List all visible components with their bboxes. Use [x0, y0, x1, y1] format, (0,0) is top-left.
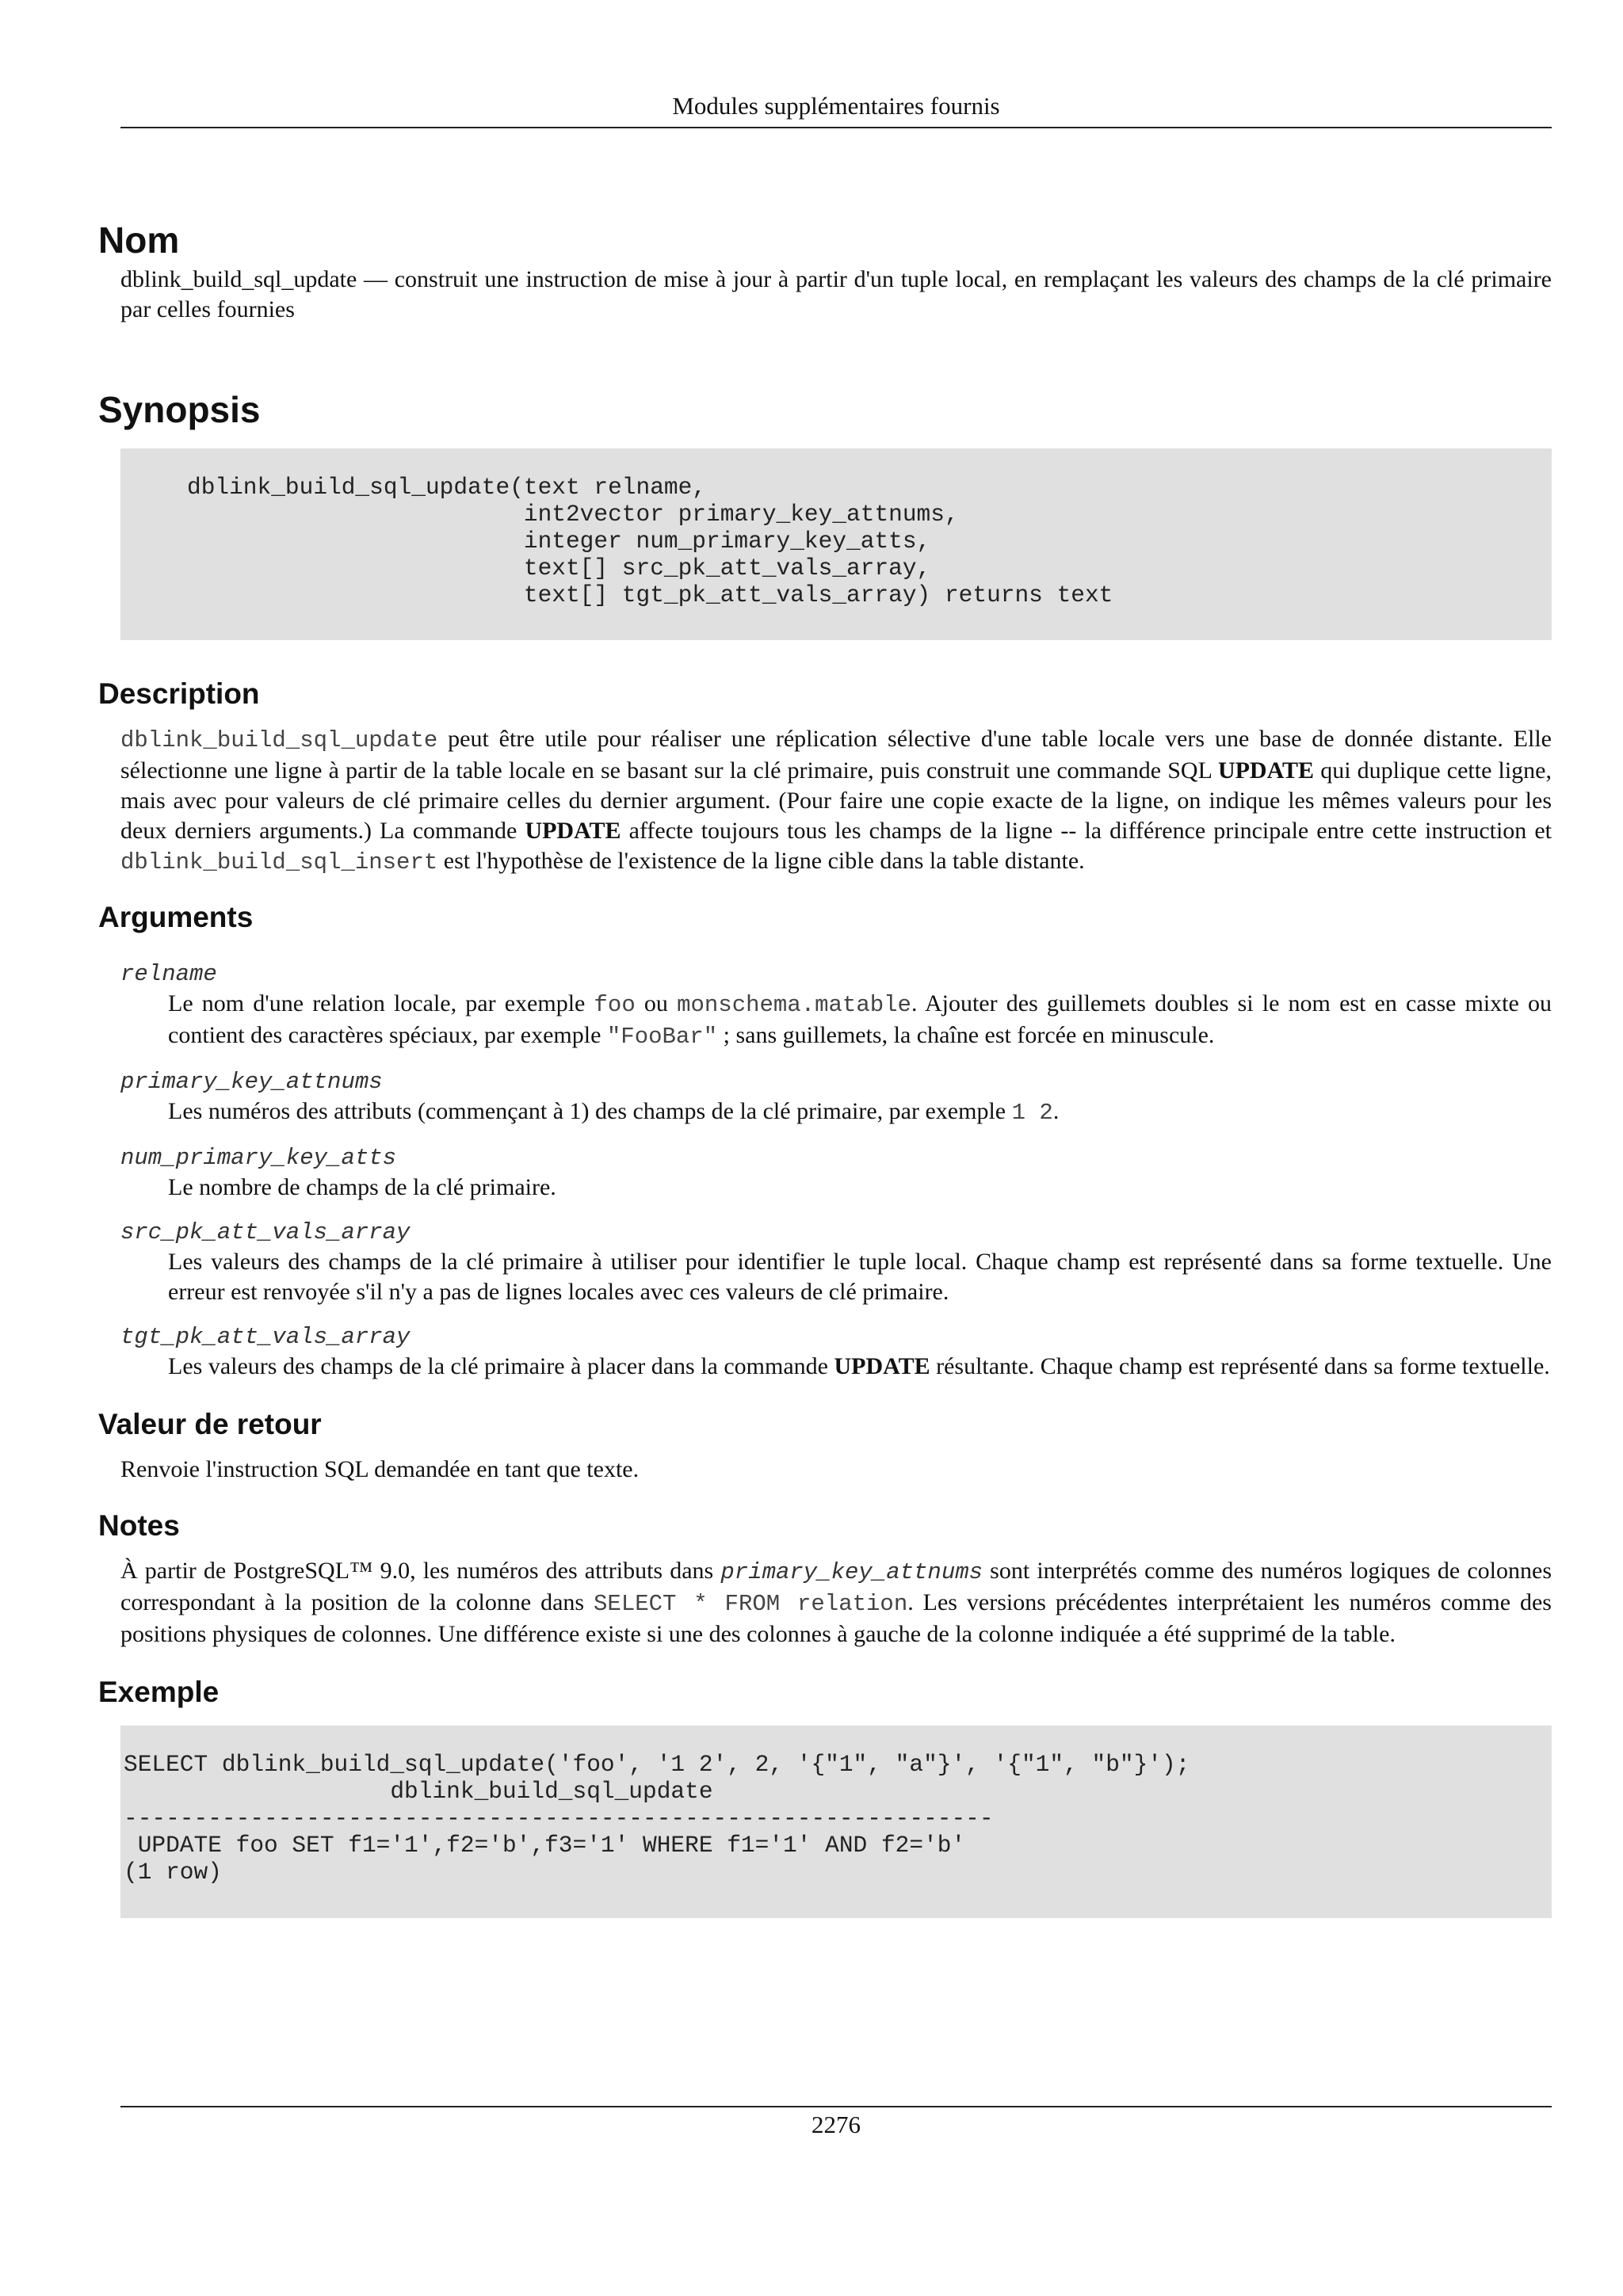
argument-description — [168, 1097, 1552, 1128]
argument-term: num_primary_key_atts — [120, 1145, 397, 1171]
arguments-list — [120, 960, 1552, 1382]
code-literal: monschema.matable — [677, 992, 911, 1018]
argument-term: primary_key_attnums — [120, 1069, 383, 1095]
description-text-part: qui duplique cette ligne, mais avec pour valeurs de clé primaire celles du dernier argument. (Pour faire une copie exacte de la ligne, on indique les mêmes valeurs pour les deux derniers arguments.) La commande — [120, 757, 1552, 844]
example-heading: Exemple — [98, 1676, 220, 1708]
code-literal: "FooBar" — [606, 1024, 718, 1050]
argument-num-primary-key-atts — [120, 1144, 1552, 1203]
example-code-block: SELECT dblink_build_sql_update('foo', '1 2', 2, '{"1", "a"}', '{"1", "b"}'); dblink_build_sql_update -------------------------------------------------------------- UPDATE foo SET f1='1',f2='b',f3='1' WHERE f1='1' AND f2='b' (1 row) — [120, 1726, 1552, 1918]
synopsis-code-block: dblink_build_sql_update(text relname, int2vector primary_key_attnums, integer num_primary_key_atts, text[] src_pk_att_vals_array, text[] tgt_pk_att_vals_array) returns text — [120, 448, 1552, 640]
argument-description — [168, 989, 1552, 1052]
synopsis-heading: Synopsis — [98, 389, 261, 430]
return-value-text: Renvoie l'instruction SQL demandée en tant que texte. — [120, 1456, 640, 1482]
description-text-part: affecte toujours tous les champs de la ligne -- la différence principale entre cette instruction et — [621, 818, 1552, 844]
code-literal: 1 2 — [1011, 1100, 1053, 1126]
code-literal: primary_key_attnums — [720, 1559, 983, 1585]
footer-rule — [120, 2106, 1552, 2107]
running-header: Modules supplémentaires fournis — [672, 92, 1000, 120]
code-literal: SELECT * FROM relation — [594, 1591, 908, 1617]
argument-term: tgt_pk_att_vals_array — [120, 1324, 411, 1350]
update-keyword: UPDATE — [1217, 757, 1315, 784]
argument-description: Le nombre de champs de la clé primaire. — [168, 1174, 556, 1200]
notes-text-part: sont interprétés comme des numéros logiques de colonnes correspondant à la position de la colonne dans — [120, 1558, 1552, 1615]
argument-text-part: . Ajouter des guillemets doubles si le nom est en casse mixte ou contient des caractères spéciaux, par exemple — [168, 990, 1552, 1048]
description-function-name: dblink_build_sql_update — [120, 727, 438, 753]
insert-function-name: dblink_build_sql_insert — [120, 849, 438, 875]
argument-text-part: ; sans guillemets, la chaîne est forcée en minuscule. — [717, 1022, 1215, 1048]
argument-tgt-pk-att-vals-array — [120, 1323, 1552, 1382]
notes-text-part: . Les versions précédentes interprétaient les numéros comme des positions physiques de colonnes. Une différence existe si une des colonnes à gauche de la colonne indiquée a été supprimé de la table. — [120, 1589, 1552, 1647]
notes-heading: Notes — [98, 1509, 180, 1542]
nom-heading: Nom — [98, 219, 180, 261]
description-heading: Description — [98, 677, 260, 710]
argument-text-part: ou — [635, 990, 678, 1016]
argument-text-part: . — [1052, 1098, 1060, 1124]
argument-text-part: Les numéros des attributs (commençant à 1) des champs de la clé primaire, par exemple — [168, 1098, 1012, 1124]
update-keyword: UPDATE — [834, 1353, 930, 1379]
main-content — [98, 215, 1552, 1918]
argument-description — [168, 1352, 1552, 1382]
page-number: 2276 — [812, 2111, 861, 2138]
argument-text-part: Les valeurs des champs de la clé primaire à placer dans la commande — [168, 1353, 834, 1379]
update-keyword: UPDATE — [525, 818, 621, 844]
argument-text-part: Le nom d'une relation locale, par exemple — [168, 990, 594, 1016]
nom-text: dblink_build_sql_update — construit une instruction de mise à jour à partir d'un tuple local, en remplaçant les valeurs des champs de la clé primaire par celles fournies — [120, 266, 1552, 322]
arguments-heading: Arguments — [98, 901, 254, 933]
notes-text-part: À partir de PostgreSQL™ 9.0, les numéros des attributs dans — [120, 1558, 721, 1584]
return-value-heading: Valeur de retour — [98, 1408, 322, 1440]
argument-src-pk-att-vals-array — [120, 1219, 1552, 1307]
description-text-part: est l'hypothèse de l'existence de la ligne cible dans la table distante. — [437, 848, 1085, 874]
code-literal: foo — [594, 992, 636, 1018]
argument-primary-key-attnums — [120, 1068, 1552, 1128]
argument-relname — [120, 960, 1552, 1052]
argument-term: src_pk_att_vals_array — [120, 1219, 411, 1245]
description-text-part: peut être utile pour réaliser une réplication sélective d'une table locale vers une base de donnée distante. Elle sélectionne une ligne à partir de la table locale en se basant sur la clé primaire, puis construit une commande SQL — [120, 726, 1552, 784]
argument-text-part: résultante. Chaque champ est représenté dans sa forme textuelle. — [930, 1353, 1550, 1379]
argument-term: relname — [120, 961, 217, 987]
header-rule — [120, 127, 1552, 128]
argument-description: Les valeurs des champs de la clé primaire à utiliser pour identifier le tuple local. Chaque champ est représenté dans sa forme textuelle. Une erreur est renvoyée s'il n'y a pas de lignes locales avec ces valeurs de clé primaire. — [168, 1249, 1552, 1305]
description-text — [120, 724, 1552, 878]
notes-text — [120, 1556, 1552, 1650]
